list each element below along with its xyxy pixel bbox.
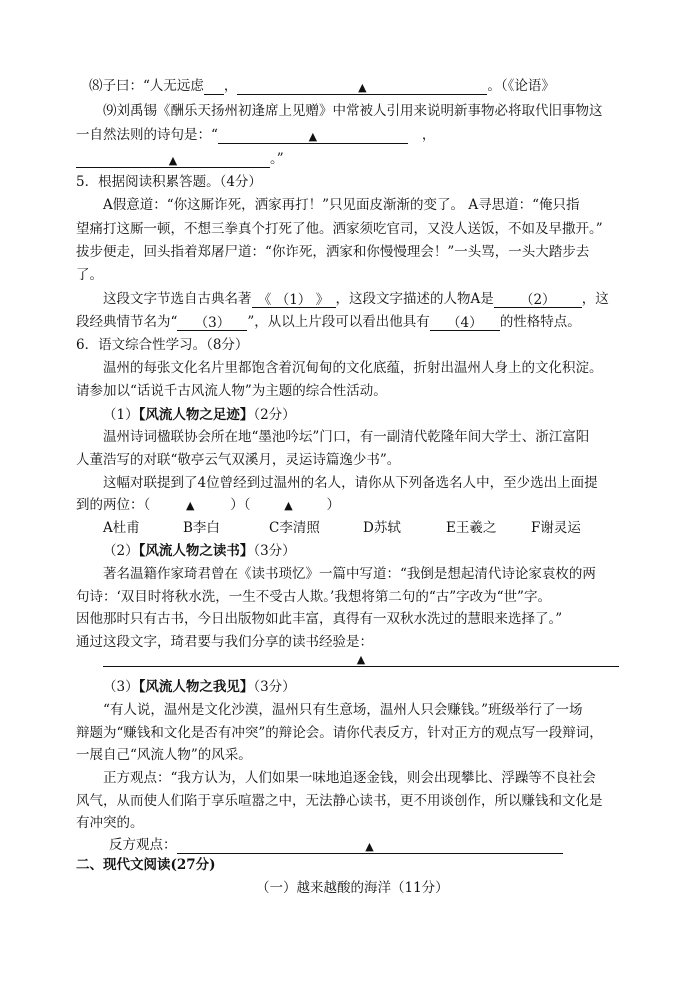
q5-p3: 拔步便走，回头指着郑屠尸道：“你诈死，洒家和你慢慢理会！”一头骂，一头大踏步去 [76, 244, 590, 260]
q8-blank-b[interactable] [237, 78, 487, 95]
option-f[interactable]: F谢灵运 [531, 520, 581, 536]
blank-marker-icon: ▲ [186, 499, 195, 512]
q6-part3-heading: （3）【风流人物之我见】（3分） [103, 679, 296, 695]
q5-blank-3[interactable]: （3） [177, 314, 247, 331]
q6-part3-p2: 辩题为“赚钱和文化是否有冲突”的辩论会。请你代表反方，针对正方的观点写一段辩词， [76, 725, 603, 741]
q9-blank-b[interactable] [76, 151, 270, 168]
q6-part1-p1: 温州诗词楹联协会所在地“墨池吟坛”门口，有一副清代乾隆年间大学士、浙江富阳 [103, 429, 590, 445]
option-e[interactable]: E王羲之 [446, 520, 497, 536]
q6-part3-p3: 一展自己“风流人物”的风采。 [76, 747, 252, 763]
q6-pro3: 有冲突的。 [76, 815, 144, 831]
section2-subheading: （一）越来越酸的海洋（11分） [256, 880, 449, 896]
q6-pro1: 正方观点：“我方认为，人们如果一味地追逐金钱，则会出现攀比、浮躁等不良社会 [103, 770, 596, 786]
con-answer-field[interactable] [177, 837, 563, 854]
q6-con [109, 836, 563, 854]
q5-s2 [76, 313, 581, 331]
q9-line1: ⑼刘禹锡《酬乐天扬州初逢席上见赠》中常被人引用来说明新事物必将取代旧事物这 [103, 103, 603, 119]
q5-p2: 望痛打这厮一顿，不想三拳真个打死了他。洒家须吃官司，又没人送饭，不如及早撒开。” [76, 221, 603, 237]
q5-s1-a: 这段文字节选自古典名著 [103, 291, 252, 307]
q9-line2-prefix: 一自然法则的诗句是：“ [76, 127, 218, 143]
option-b[interactable]: B李白 [183, 520, 220, 536]
answer-slot-2[interactable] [251, 496, 327, 515]
q5-blank-4[interactable]: （4） [430, 314, 500, 331]
blank-marker-icon: ▲ [284, 499, 293, 512]
q5-s1-c: ，这 [581, 291, 609, 307]
q8-line: ⑻子曰：“人无远虑 ， ▲ 。（《论语》 [89, 78, 555, 94]
q6-part2-heading: （2）【风流人物之读书】（3分） [103, 543, 296, 559]
q6-part2-p4: 通过这段文字，琦君要与我们分享的读书经验是： [76, 634, 373, 650]
q5-blank-2[interactable]: （2） [494, 291, 582, 308]
option-d[interactable]: D苏轼 [363, 520, 401, 536]
q6-intro2: 请参加以“话说千古风流人物”为主题的综合性活动。 [76, 383, 387, 399]
blank-marker-icon: ▲ [356, 653, 366, 666]
q5-s2-b: ”，从以上片段可以看出他具有 [247, 314, 430, 330]
q5-s2-c: 的性格特点。 [499, 314, 581, 330]
q6-part2-answer-line [103, 666, 619, 667]
q6-part1-heading: （1）【风流人物之足迹】（2分） [103, 407, 296, 423]
answer-slot-1[interactable] [150, 496, 230, 515]
q5-p1: A假意道：“你这厮诈死，洒家再打！”只见面皮渐渐的变了。 A寻思道：“俺只指 [103, 197, 580, 213]
section2-heading: 二、现代文阅读(27分) [76, 857, 216, 873]
option-a[interactable]: A杜甫 [103, 520, 140, 536]
q6-part1-p4: 到的两位：（ ▲ ）（ ▲ ） [76, 497, 340, 513]
option-c[interactable]: C李清照 [269, 520, 320, 536]
q9-blank-a[interactable] [218, 127, 408, 144]
q5-s1-b: ，这段文字描述的人物A是 [335, 291, 494, 307]
q9-line3-suffix: 。” [270, 151, 284, 167]
q8-blank-a[interactable] [204, 78, 224, 95]
q9-line3 [76, 150, 284, 168]
blank-marker-icon: ▲ [358, 81, 367, 94]
q5-heading: 5．根据阅读积累答题。（4分） [76, 174, 262, 190]
q5-p4: 了。 [76, 267, 103, 283]
q6-pro2: 风气，从而使人们陷于享乐喧嚣之中，无法静心读书，更不用谈创作，所以赚钱和文化是 [76, 793, 603, 809]
q5-blank-1[interactable]: 《 （1） 》 [252, 291, 336, 308]
q8-suffix: 。（《论语》 [487, 78, 555, 94]
q6-part2-p1: 著名温籍作家琦君曾在《读书琐忆》一篇中写道：“我倒是想起清代诗论家袁枚的两 [103, 566, 596, 582]
q6-heading: 6．语文综合性学习。（8分） [76, 337, 249, 353]
blank-marker-icon: ▲ [365, 840, 374, 853]
part1-title: 【风流人物之足迹】 [138, 407, 254, 423]
part3-title: 【风流人物之我见】 [138, 679, 254, 695]
q6-part1-p3: 这幅对联提到了4位曾经到过温州的名人，请你从下列备选名人中，至少选出上面提 [103, 475, 598, 491]
q5-s2-a: 段经典情节名为“ [76, 314, 178, 330]
q6-part3-p1: “有人说，温州是文化沙漠，温州只有生意场，温州人只会赚钱。”班级举行了一场 [103, 702, 583, 718]
con-label: 反方观点： [109, 837, 177, 853]
q6-part1-p2: 人董浩写的对联“敬亭云气双溪月，灵运诗篇逸少书”。 [76, 452, 401, 468]
q6-part2-p3: 因他那时只有古书，今日出版物如此丰富，真得有一双秋水洗过的慧眼来选择了。” [76, 611, 563, 627]
part2-title: 【风流人物之读书】 [138, 543, 254, 559]
q6-part2-p2: 句诗：‘双目时将秋水洗，一生不受古人欺。’我想将第二句的“古”字改为“世”字。 [76, 589, 551, 605]
q9-line2 [76, 126, 435, 144]
q8-prefix: ⑻子曰：“人无远虑 [89, 78, 204, 94]
q6-intro1: 温州的每张文化名片里都饱含着沉甸甸的文化底蕴，折射出温州人身上的文化积淀。 [103, 360, 603, 376]
q9-comma: ， [421, 127, 436, 143]
blank-marker-icon: ▲ [308, 130, 318, 143]
q5-s1 [103, 290, 609, 308]
blank-marker-icon: ▲ [168, 154, 178, 167]
